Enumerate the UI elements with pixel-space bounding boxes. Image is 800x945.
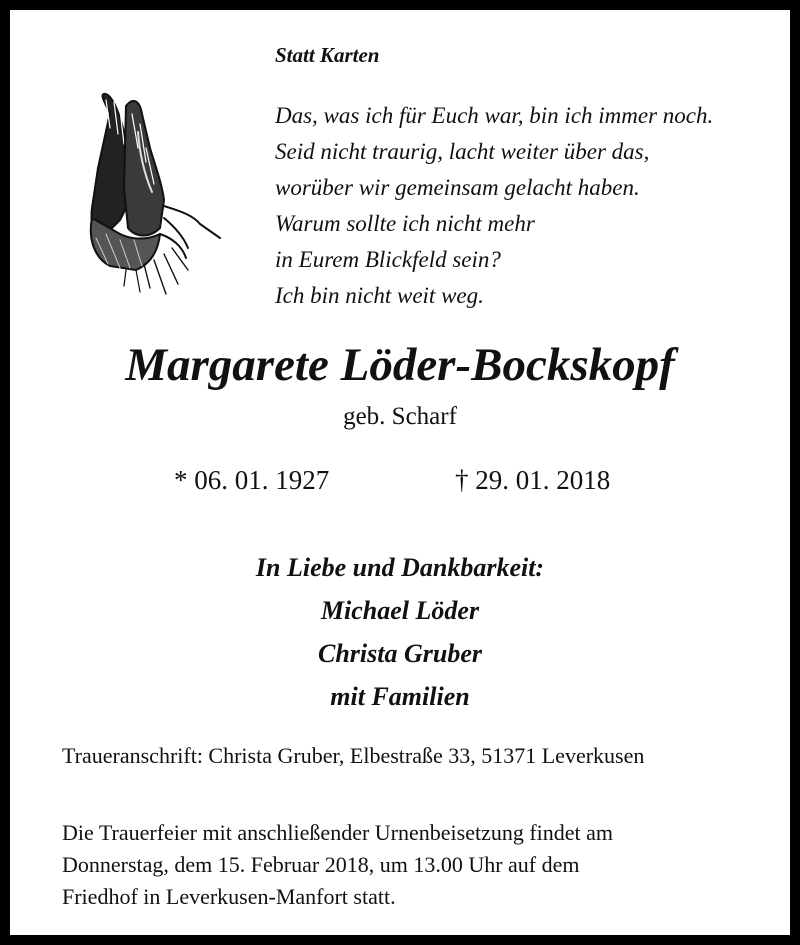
poem-line: Seid nicht traurig, lacht weiter über das, [275,139,650,164]
maiden-name: geb. Scharf [343,403,457,430]
death-date: † 29. 01. 2018 [455,465,611,495]
service-line: Friedhof in Leverkusen-Manfort statt. [62,884,396,909]
poem-line: Warum sollte ich nicht mehr [275,211,535,236]
funeral-service-info [62,817,613,913]
praying-hands-icon [80,88,230,303]
birth-date: * 06. 01. 1927 [174,465,330,495]
mourning-address: Traueranschrift: Christa Gruber, Elbestraße 33, 51371 Leverkusen [62,743,645,768]
mourners-block [10,546,790,718]
statt-karten-label: Statt Karten [275,43,380,67]
mourner-family: mit Familien [330,682,470,711]
poem-block [275,98,713,314]
mourner-name: Christa Gruber [318,639,482,668]
deceased-name: Margarete Löder-Bockskopf [125,339,675,391]
poem-line: Ich bin nicht weit weg. [275,283,484,308]
service-line: Die Trauerfeier mit anschließender Urnenbeisetzung findet am [62,820,614,845]
mourners-heading: In Liebe und Dankbarkeit: [255,553,545,582]
poem-line: in Eurem Blickfeld sein? [275,247,501,272]
poem-line: worüber wir gemeinsam gelacht haben. [275,175,640,200]
mourner-name: Michael Löder [320,596,480,625]
service-line: Donnerstag, dem 15. Februar 2018, um 13.00 Uhr auf dem [62,852,580,877]
poem-line: Das, was ich für Euch war, bin ich immer noch. [275,103,714,128]
